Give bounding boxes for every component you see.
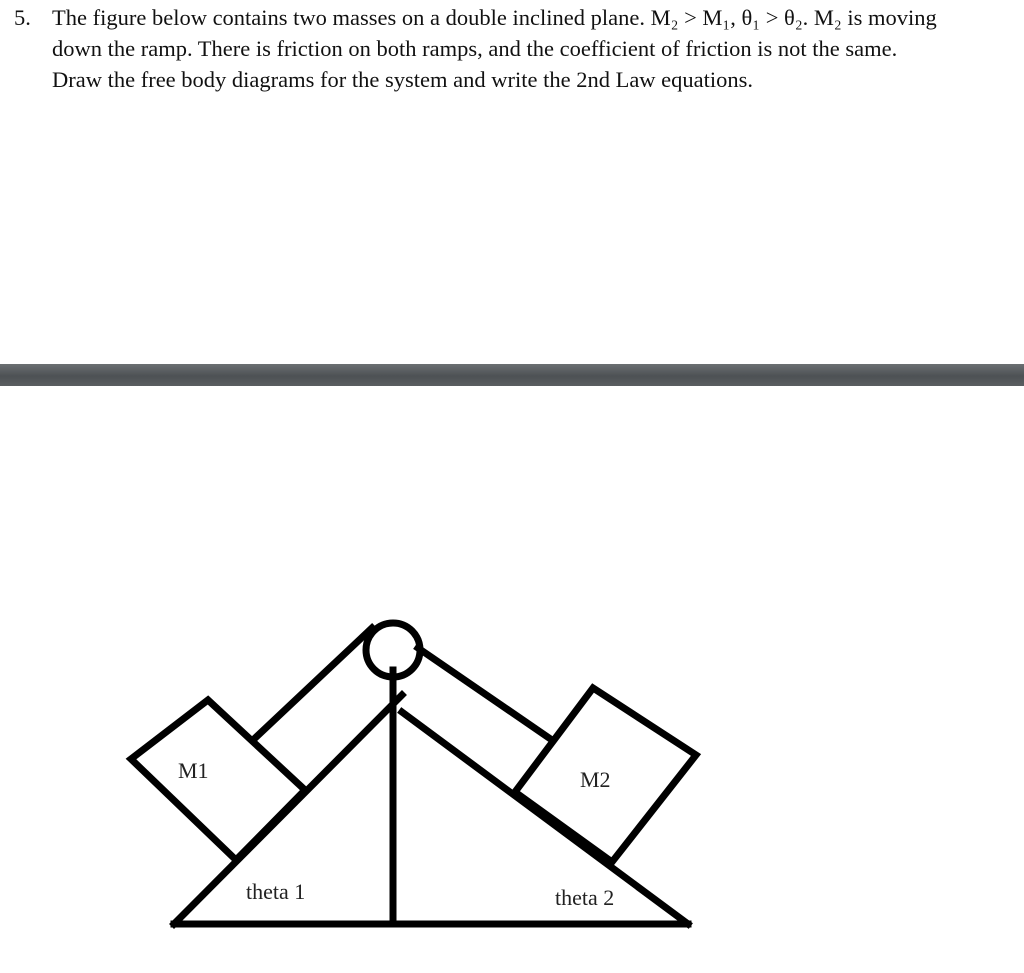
label-theta-1: theta 1 [246,879,306,904]
problem-text [52,2,1012,95]
double-inclined-plane-figure [0,386,1024,973]
label-m1: M1 [178,758,209,783]
rope-left [253,628,372,740]
page-divider-bar [0,364,1024,386]
label-theta-2: theta 2 [555,885,615,910]
problem-line-3: Draw the free body diagrams for the system and write the 2nd Law equations. [52,67,754,92]
rope-right [418,648,552,740]
problem-number: 5. [14,5,31,30]
problem-line-2: down the ramp. There is friction on both ramps, and the coefficient of friction is not the same. [52,36,898,61]
problem-line-1: The figure below contains two masses on a double inclined plane. M₂ > M₁, θ₁ > θ₂. M₂ is moving [52,5,937,30]
label-m2: M2 [580,767,611,792]
block-m1 [131,700,305,860]
